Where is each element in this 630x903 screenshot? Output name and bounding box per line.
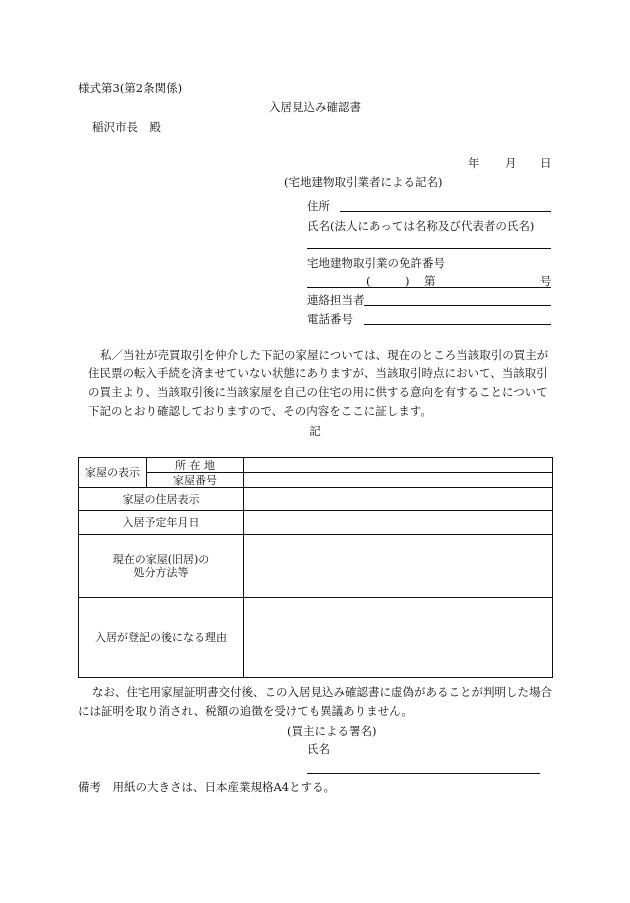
buyer-name-label: 氏名 [307, 742, 330, 756]
statement-line: 私／当社が売買取引を仲介した下記の家屋については、現在のところ当該取引の買主が [100, 348, 549, 362]
move-in-date-value-cell [244, 511, 553, 535]
house-display-label: 家屋の表示 [79, 458, 147, 488]
remarks: 備考 用紙の大きさは、日本産業規格A4とする。 [78, 780, 336, 794]
contact-person-line [364, 305, 551, 306]
agent-name-label: 氏名(法人にあっては名称及び代表者の氏名) [307, 219, 535, 233]
late-move-in-reason-value-cell [244, 598, 553, 678]
date-year-label: 年 [468, 156, 480, 170]
agent-section-heading: (宅地建物取引業者による記名) [284, 175, 443, 189]
table-row [79, 473, 553, 488]
notice-line: には証明を取り消され、税額の追徴を受けても異議ありません。 [78, 704, 413, 718]
move-in-date-label: 入居予定年月日 [79, 511, 244, 535]
statement-line: 下記のとおり確認しておりますので、その内容をここに証します。 [88, 404, 432, 418]
location-label: 所 在 地 [147, 458, 244, 473]
phone-label: 電話番号 [307, 312, 353, 326]
phone-line [364, 324, 551, 325]
late-move-in-reason-label: 入居が登記の後になる理由 [79, 598, 244, 678]
notice-line: なお、住宅用家屋証明書交付後、この入居見込み確認書に虚偽があることが判明した場合 [92, 685, 552, 699]
house-details-table [78, 457, 553, 678]
license-parenthesis: ( ) [366, 274, 410, 288]
table-row [79, 598, 553, 678]
form-number: 様式第3(第2条関係) [78, 81, 183, 95]
agent-address-label: 住所 [307, 199, 330, 213]
ki-heading: 記 [309, 424, 321, 438]
license-number-line [307, 287, 551, 288]
disposal-method-label [79, 535, 244, 598]
addressee: 稲沢市長 殿 [92, 120, 161, 134]
agent-name-line [307, 248, 551, 249]
table-row [79, 511, 553, 535]
license-dai-label: 第 [424, 274, 436, 288]
statement-line: の買主より、当該取引後に当該家屋を自己の住宅の用に供する意向を有することについて [88, 385, 548, 399]
agent-address-line [340, 211, 551, 212]
house-number-value-cell [244, 473, 553, 488]
residence-display-label: 家屋の住居表示 [79, 488, 244, 511]
residence-display-value-cell [244, 488, 553, 511]
buyer-section-heading: (買主による署名) [287, 724, 377, 738]
statement-line: 住民票の転入手続を済ませていない状態にありますが、当該取引時点において、当該取引 [88, 366, 548, 380]
disposal-method-value-cell [244, 535, 553, 598]
buyer-name-line [307, 773, 540, 774]
license-go-label: 号 [540, 274, 552, 288]
license-number-label: 宅地建物取引業の免許番号 [307, 256, 445, 270]
table-row [79, 488, 553, 511]
house-number-label: 家屋番号 [147, 473, 244, 488]
date-day-label: 日 [540, 156, 552, 170]
table-row [79, 535, 553, 598]
disposal-label-line: 現在の家屋(旧居)の [112, 553, 210, 566]
location-value-cell [244, 458, 553, 473]
disposal-label-line: 処分方法等 [133, 566, 189, 579]
contact-person-label: 連絡担当者 [307, 293, 365, 307]
date-month-label: 月 [505, 156, 517, 170]
table-row [79, 458, 553, 473]
document-title: 入居見込み確認書 [269, 100, 361, 114]
